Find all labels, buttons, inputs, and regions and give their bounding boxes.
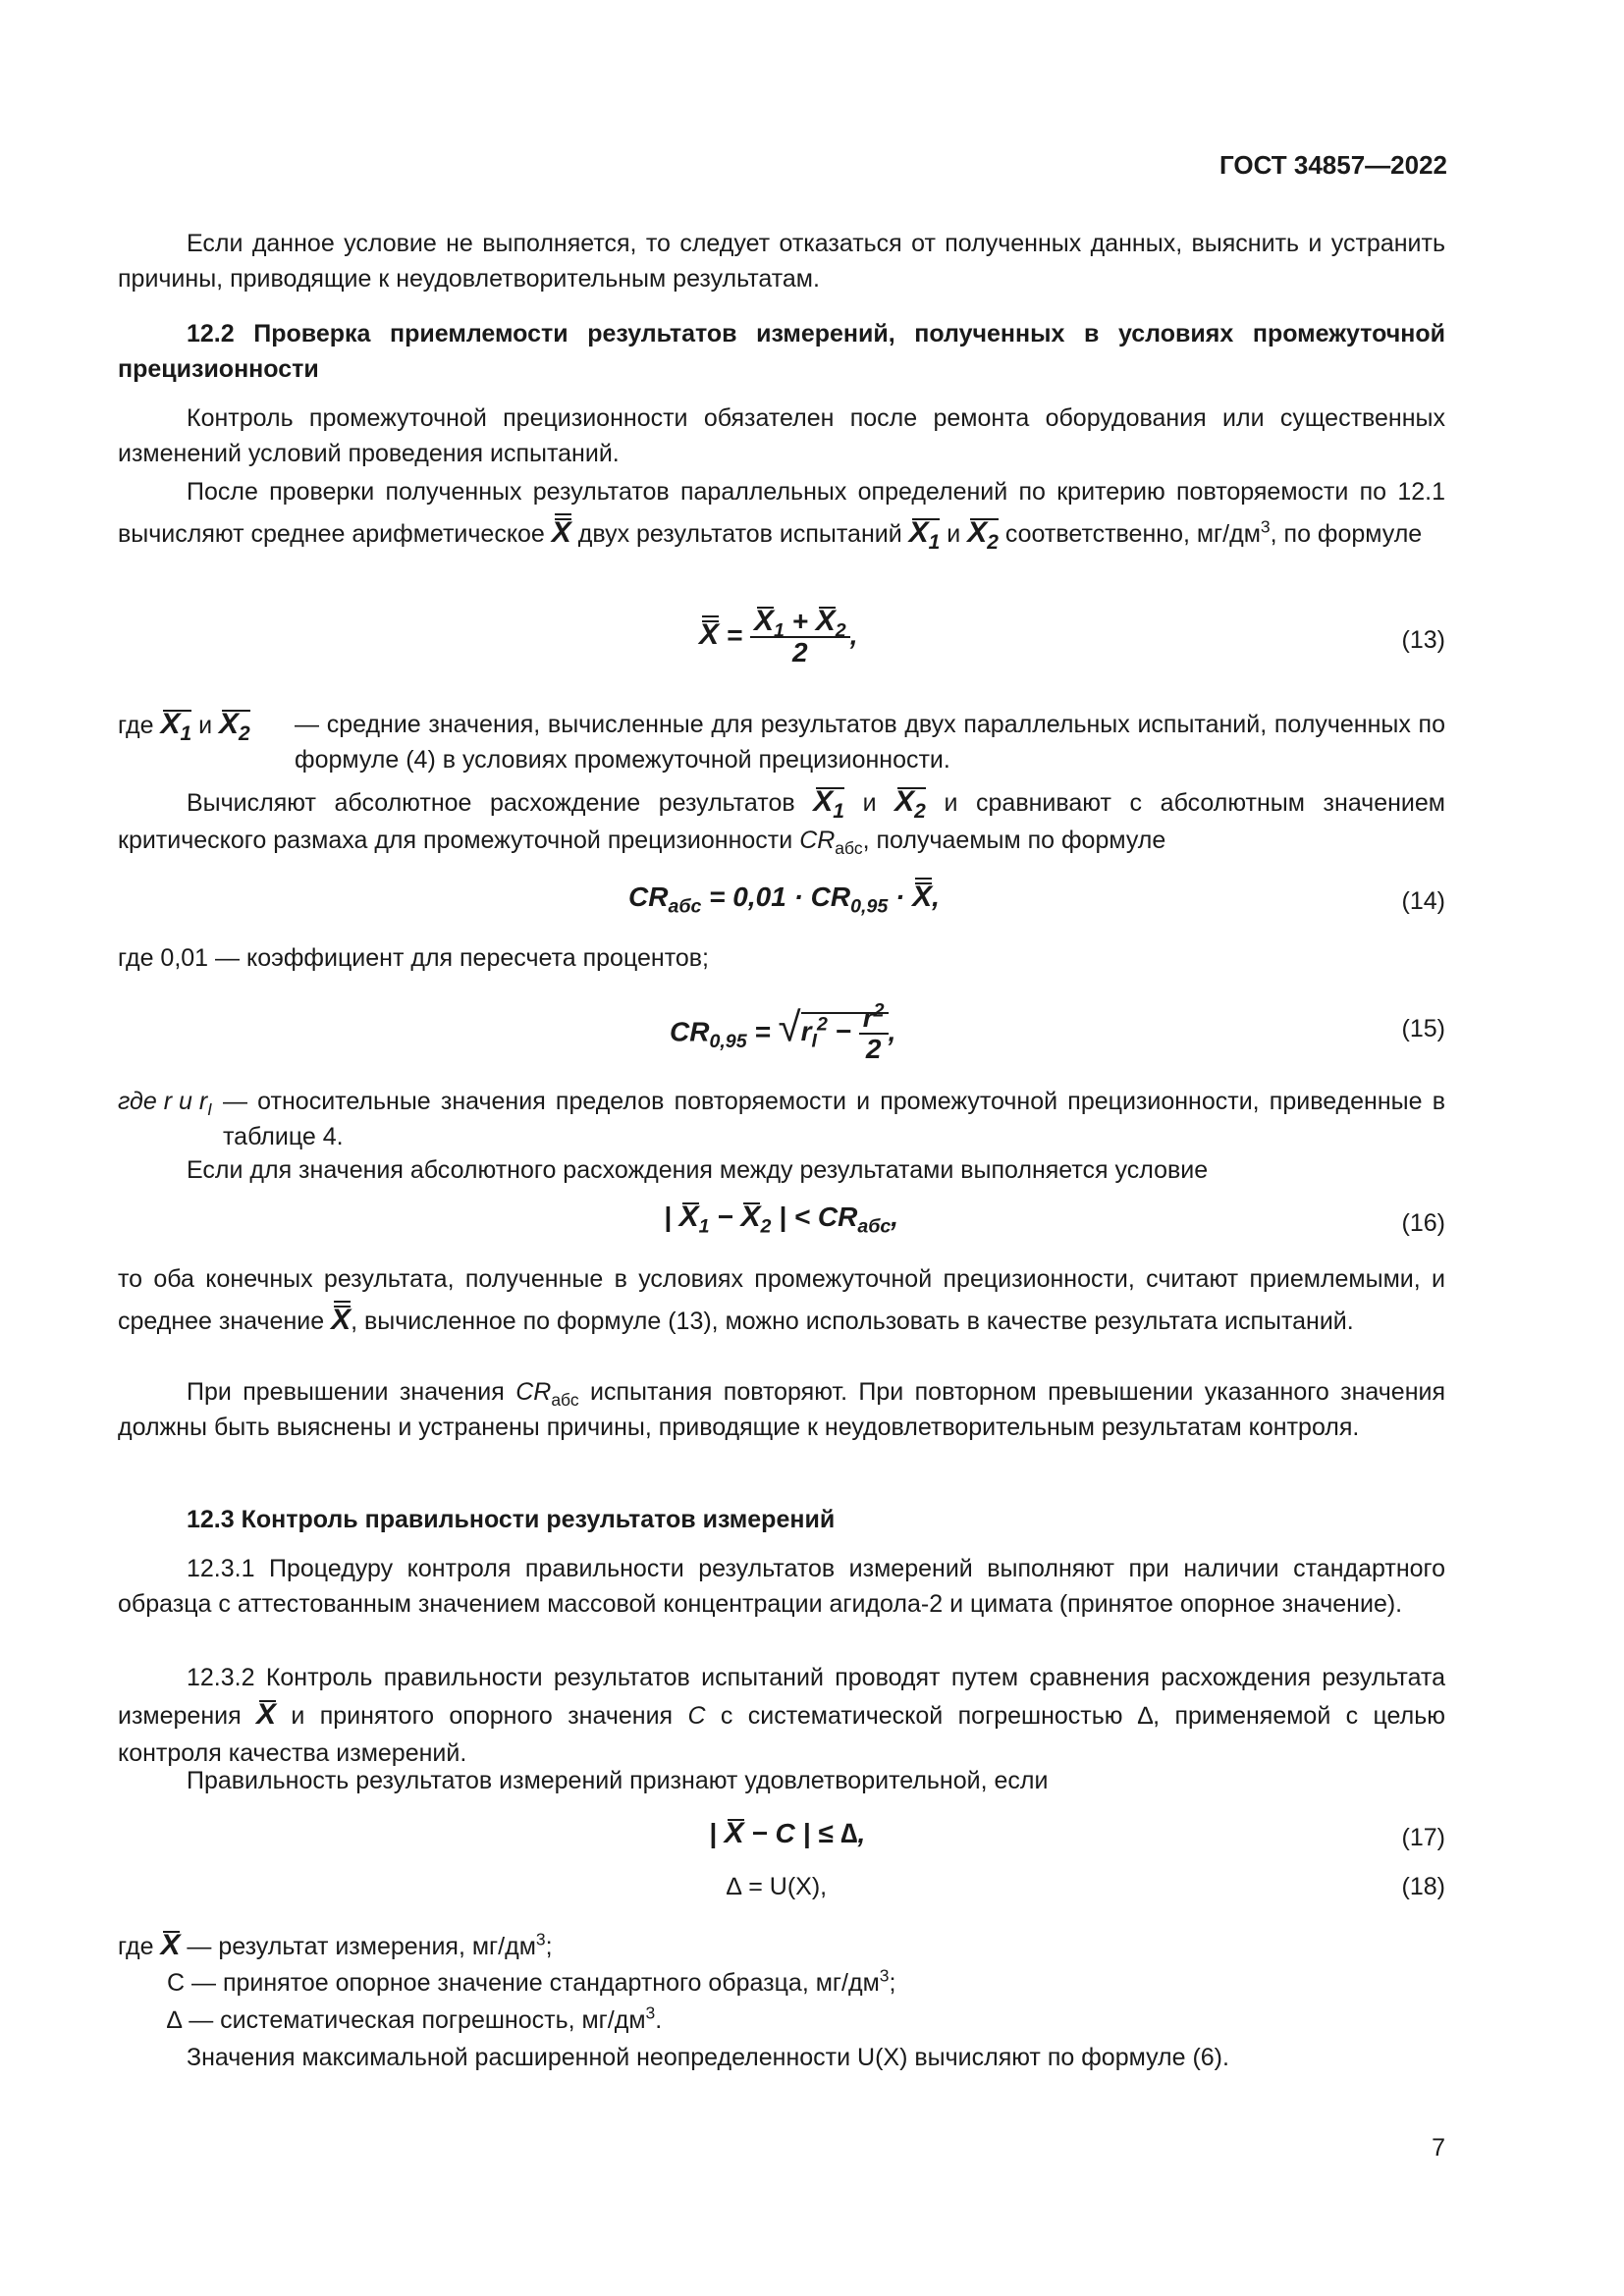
s122-paragraph-3: Вычисляют абсолютное расхождение результатов $X_1$ и $X_2$ и сравнивают с абсолютным значением критического размаха для промежуточной прецизионности $CR_{абс}$, получаемым по формуле	[118, 785, 1445, 858]
equation-18: ∆ = U(X),	[727, 1873, 828, 1900]
where-13-text: — средние значения, вычисленные для результатов двух параллельных испытаний, полученных по формуле (4) в условиях промежуточной прецизионности.	[295, 711, 1445, 774]
where-17-item-3: ∆ — систематическая погрешность, $мг/дм^3$.	[167, 2002, 663, 2034]
equation-13: X = $\frac{X_1 + X_2}{2}$ ,	[699, 605, 858, 667]
equation-17-number: (17)	[1401, 1824, 1445, 1851]
x2-symbol: $X_2$	[967, 516, 999, 554]
where-17-item-2: C — принятое опорное значение стандартного образца, $мг/дм^3$;	[167, 1965, 896, 1997]
s123-paragraph-4: Значения максимальной расширенной неопределенности U(X) вычисляют по формуле (6).	[187, 2044, 1229, 2071]
where-14: где 0,01 — коэффициент для пересчета процентов;	[118, 944, 709, 972]
equation-14: $CR_{абс} = 0,01 \cdot CR_{0,95} \cdot X$,	[628, 881, 940, 918]
where-17-item-1: где X — результат измерения, $мг/дм^3$;	[118, 1929, 553, 1961]
equation-16-number: (16)	[1401, 1209, 1445, 1237]
where-15: где r и $r_I$ — относительные значения пределов повторяемости и промежуточной прецизионности, приведенные в таблице 4.	[118, 1088, 1445, 1150]
section-12-3-title: 12.3 Контроль правильности результатов измерений	[187, 1506, 836, 1533]
s122-paragraph-4: Если для значения абсолютного расхождения между результатами выполняется условие	[187, 1156, 1209, 1184]
x1-symbol: $X_1$	[908, 516, 941, 554]
s122-paragraph-6: При превышении значения $CR_{абс}$ испытания повторяют. При повторном превышении указанного значения должны быть выяснены и устранены причины, приводящие к неудовлетворительным результатам контроля.	[118, 1378, 1446, 1441]
equation-15-number: (15)	[1401, 1015, 1445, 1042]
s123-paragraph-1: 12.3.1 Процедуру контроля правильности результатов измерений выполняют при наличии стандартного образца с аттестованным значением массовой концентрации агидола-2 и цимата (принятое опорное значение).	[118, 1555, 1445, 1618]
section-12-2-title: 12.2 Проверка приемлемости результатов измерений, полученных в условиях промежуточной прецизионности	[118, 320, 1445, 383]
s122-paragraph-1: Контроль промежуточной прецизионности обязателен после ремонта оборудования или существенных изменений условий проведения испытаний.	[118, 404, 1445, 467]
s122-paragraph-5: то оба конечных результата, полученные в условиях промежуточной прецизионности, считают приемлемыми, и среднее значение X, вычисленное по формуле (13), можно использовать в качестве результата испытаний.	[118, 1265, 1445, 1336]
s123-paragraph-3: Правильность результатов измерений признают удовлетворительной, если	[187, 1767, 1049, 1794]
document-id: ГОСТ 34857—2022	[1219, 150, 1447, 180]
equation-15: $CR_{0,95} = √r_I^2$ − $\frac{r^2}{2}$ ,	[670, 999, 896, 1064]
mean-symbol: X	[551, 516, 571, 549]
s123-paragraph-2: 12.3.2 Контроль правильности результатов испытаний проводят путем сравнения расхождения результата измерения X и принятого опорного значения C с систематической погрешностью ∆, применяемой с целью контроля качества измерений.	[118, 1664, 1445, 1767]
equation-13-number: (13)	[1401, 626, 1445, 654]
s122-paragraph-2: После проверки полученных результатов параллельных определений по критерию повторяемости по 12.1 вычисляют среднее арифметическое X двух результатов испытаний $X_1$ и $X_2$ соответственно, $мг/дм^3$, по формуле	[118, 478, 1445, 554]
equation-17: | X − C | ≤ ∆,	[709, 1817, 866, 1849]
equation-18-number: (18)	[1401, 1873, 1445, 1900]
equation-16: | $X_1 - X_2$ | < $CR_{абс}$,	[664, 1201, 899, 1238]
equation-14-number: (14)	[1401, 887, 1445, 915]
where-13: где $X_1$ и $X_2$ — средние значения, вычисленные для результатов двух параллельных испытаний, полученных по формуле (4) в условиях промежуточной прецизионности.	[118, 707, 1445, 785]
page-number: 7	[1432, 2134, 1445, 2162]
intro-paragraph: Если данное условие не выполняется, то следует отказаться от полученных данных, выяснить и устранить причины, приводящие к неудовлетворительным результатам.	[118, 230, 1445, 293]
